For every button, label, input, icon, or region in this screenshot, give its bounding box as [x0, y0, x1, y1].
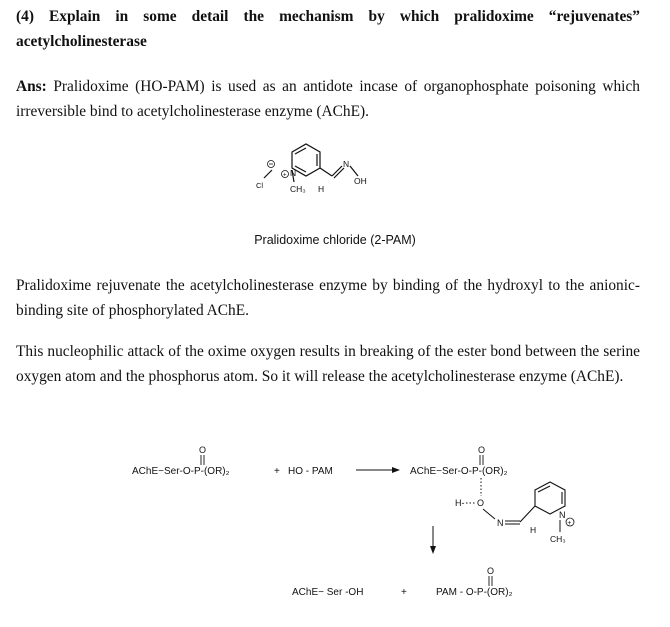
pyridine-ring	[292, 144, 320, 176]
paragraph-mechanism: This nucleophilic attack of the oxime oxygen results in breaking of the ester bond between the serine oxygen atom and the phosphorus atom. So it will release the acetylcholinesterase enzyme (AChE).	[16, 343, 640, 385]
intermediate-hydrogen: H-	[455, 498, 465, 508]
product-ache-ser-oh: AChE− Ser -OH	[292, 587, 364, 598]
hydroxyl-group: OH	[354, 176, 367, 186]
product-pam-phosphoryl: PAM - O-P-(OR)₂	[436, 587, 513, 598]
reactant-oxygen: O	[199, 445, 207, 455]
intermediate-methyl: CH₃	[550, 534, 566, 544]
answer-paragraph	[16, 74, 640, 124]
ring-nitrogen: N	[290, 168, 297, 178]
structure-caption: Pralidoxime chloride (2-PAM)	[254, 233, 416, 247]
answer-text: Pralidoxime (HO-PAM) is used as an antidote incase of organophosphate poisoning which irreversible bind to acetylcholinesterase enzyme (AChE).	[16, 78, 640, 120]
intermediate-ring-hydrogen: H	[530, 525, 537, 535]
mechanism-scheme	[0, 440, 670, 627]
intermediate-oxime-nitrogen: N	[497, 518, 504, 528]
plus-sign-1: +	[274, 466, 280, 477]
intermediate-plus-sign: +	[567, 520, 572, 527]
methyl-group: CH₃	[290, 184, 306, 194]
pralidoxime-structure	[250, 140, 390, 210]
plus-sign-2: +	[401, 587, 407, 598]
intermediate-ache-phosphoryl: AChE−Ser-O-P-(OR)₂	[410, 466, 508, 477]
intermediate-oxygen-top: O	[478, 445, 486, 455]
paragraph-binding: Pralidoxime rejuvenate the acetylcholinesterase enzyme by binding of the hydroxyl to the anionic-binding site of phosphorylated AChE.	[16, 277, 640, 319]
reactant-ho-pam: HO - PAM	[288, 466, 333, 477]
chloride-atom: Cl	[256, 181, 264, 190]
intermediate-oxime-oxygen: O	[477, 498, 485, 508]
answer-label: Ans:	[16, 78, 47, 95]
intermediate-ring-nitrogen: N	[559, 510, 566, 520]
plus-charge-sign: +	[283, 172, 287, 179]
reactant-ache-phosphoryl: AChE−Ser-O-P-(OR)₂	[132, 466, 230, 477]
oxime-nitrogen: N	[343, 159, 350, 169]
hydrogen-atom: H	[318, 184, 325, 194]
question-heading: (4) Explain in some detail the mechanism by which pralidoxime “rejuvenates” acetylcholinesterase	[16, 8, 640, 50]
product-oxygen: O	[487, 566, 495, 576]
